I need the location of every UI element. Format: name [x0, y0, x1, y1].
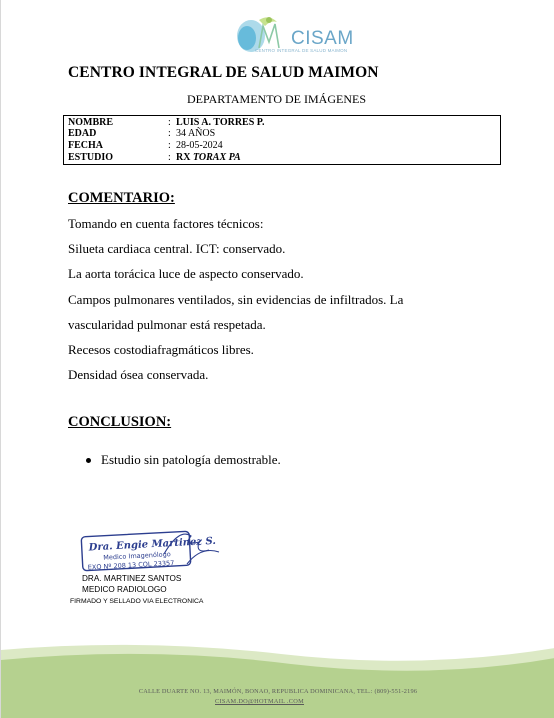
- comment-line: Recesos costodiafragmáticos libres.: [68, 342, 254, 357]
- date-value: 28-05-2024: [176, 140, 223, 151]
- age-value: 34 AÑOS: [176, 128, 216, 139]
- colon: :: [168, 152, 171, 163]
- comment-line: Tomando en cuenta factores técnicos:: [68, 216, 264, 231]
- study-value: [176, 152, 241, 163]
- patient-info-box: [63, 115, 501, 165]
- signature-note: FIRMADO Y SELLADO VIA ELECTRONICA: [70, 598, 204, 605]
- comment-line: Silueta cardiaca central. ICT: conservado.: [68, 241, 286, 256]
- signature-title: MEDICO RADIOLOGO: [82, 585, 167, 594]
- svg-text:Dra. Engie Martinez S.: Dra. Engie Martinez S.: [88, 535, 217, 554]
- svg-text:Medico Imagenólogo: Medico Imagenólogo: [103, 550, 171, 562]
- colon: :: [168, 128, 171, 139]
- footer-wave: [1, 640, 554, 718]
- footer-address: CALLE DUARTE NO. 13, MAIMÓN, BONAO, REPUBLICA DOMINICANA, TEL.: (809)-551-2196: [138, 688, 418, 695]
- logo-subtitle: CENTRO INTEGRAL DE SALUD MAIMON: [255, 48, 348, 53]
- department: DEPARTAMENTO DE IMÁGENES: [187, 92, 366, 106]
- logo-name: CISAM: [291, 28, 354, 49]
- study-value-italic: TORAX PA: [192, 152, 241, 163]
- study-value-prefix: RX: [176, 152, 193, 163]
- svg-text:EXQ Nº 208 13 COL 23357: EXQ Nº 208 13 COL 23357: [87, 559, 175, 572]
- signature-name: DRA. MARTINEZ SANTOS: [82, 574, 182, 583]
- name-value: LUIS A. TORRES P.: [176, 117, 265, 128]
- colon: :: [168, 117, 171, 128]
- age-label: EDAD: [68, 128, 97, 139]
- comment-line: Campos pulmonares ventilados, sin evidencias de infiltrados. La: [68, 292, 404, 307]
- comment-line: Densidad ósea conservada.: [68, 367, 209, 382]
- page-title: CENTRO INTEGRAL DE SALUD MAIMON: [68, 64, 379, 81]
- conclusion-text: Estudio sin patología demostrable.: [101, 452, 281, 467]
- bullet-icon: [86, 458, 91, 463]
- colon: :: [168, 140, 171, 151]
- name-label: NOMBRE: [68, 117, 113, 128]
- date-label: FECHA: [68, 140, 103, 151]
- comment-heading: COMENTARIO:: [68, 190, 175, 206]
- study-label: ESTUDIO: [68, 152, 114, 163]
- footer-email-link[interactable]: CISAM.DO@HOTMAIL .COM: [215, 698, 305, 705]
- conclusion-item: [86, 452, 281, 468]
- comment-line: vascularidad pulmonar está respetada.: [68, 317, 266, 332]
- conclusion-heading: CONCLUSION:: [68, 414, 172, 430]
- comment-line: La aorta torácica luce de aspecto conservado.: [68, 266, 304, 281]
- doctor-stamp: [79, 524, 229, 576]
